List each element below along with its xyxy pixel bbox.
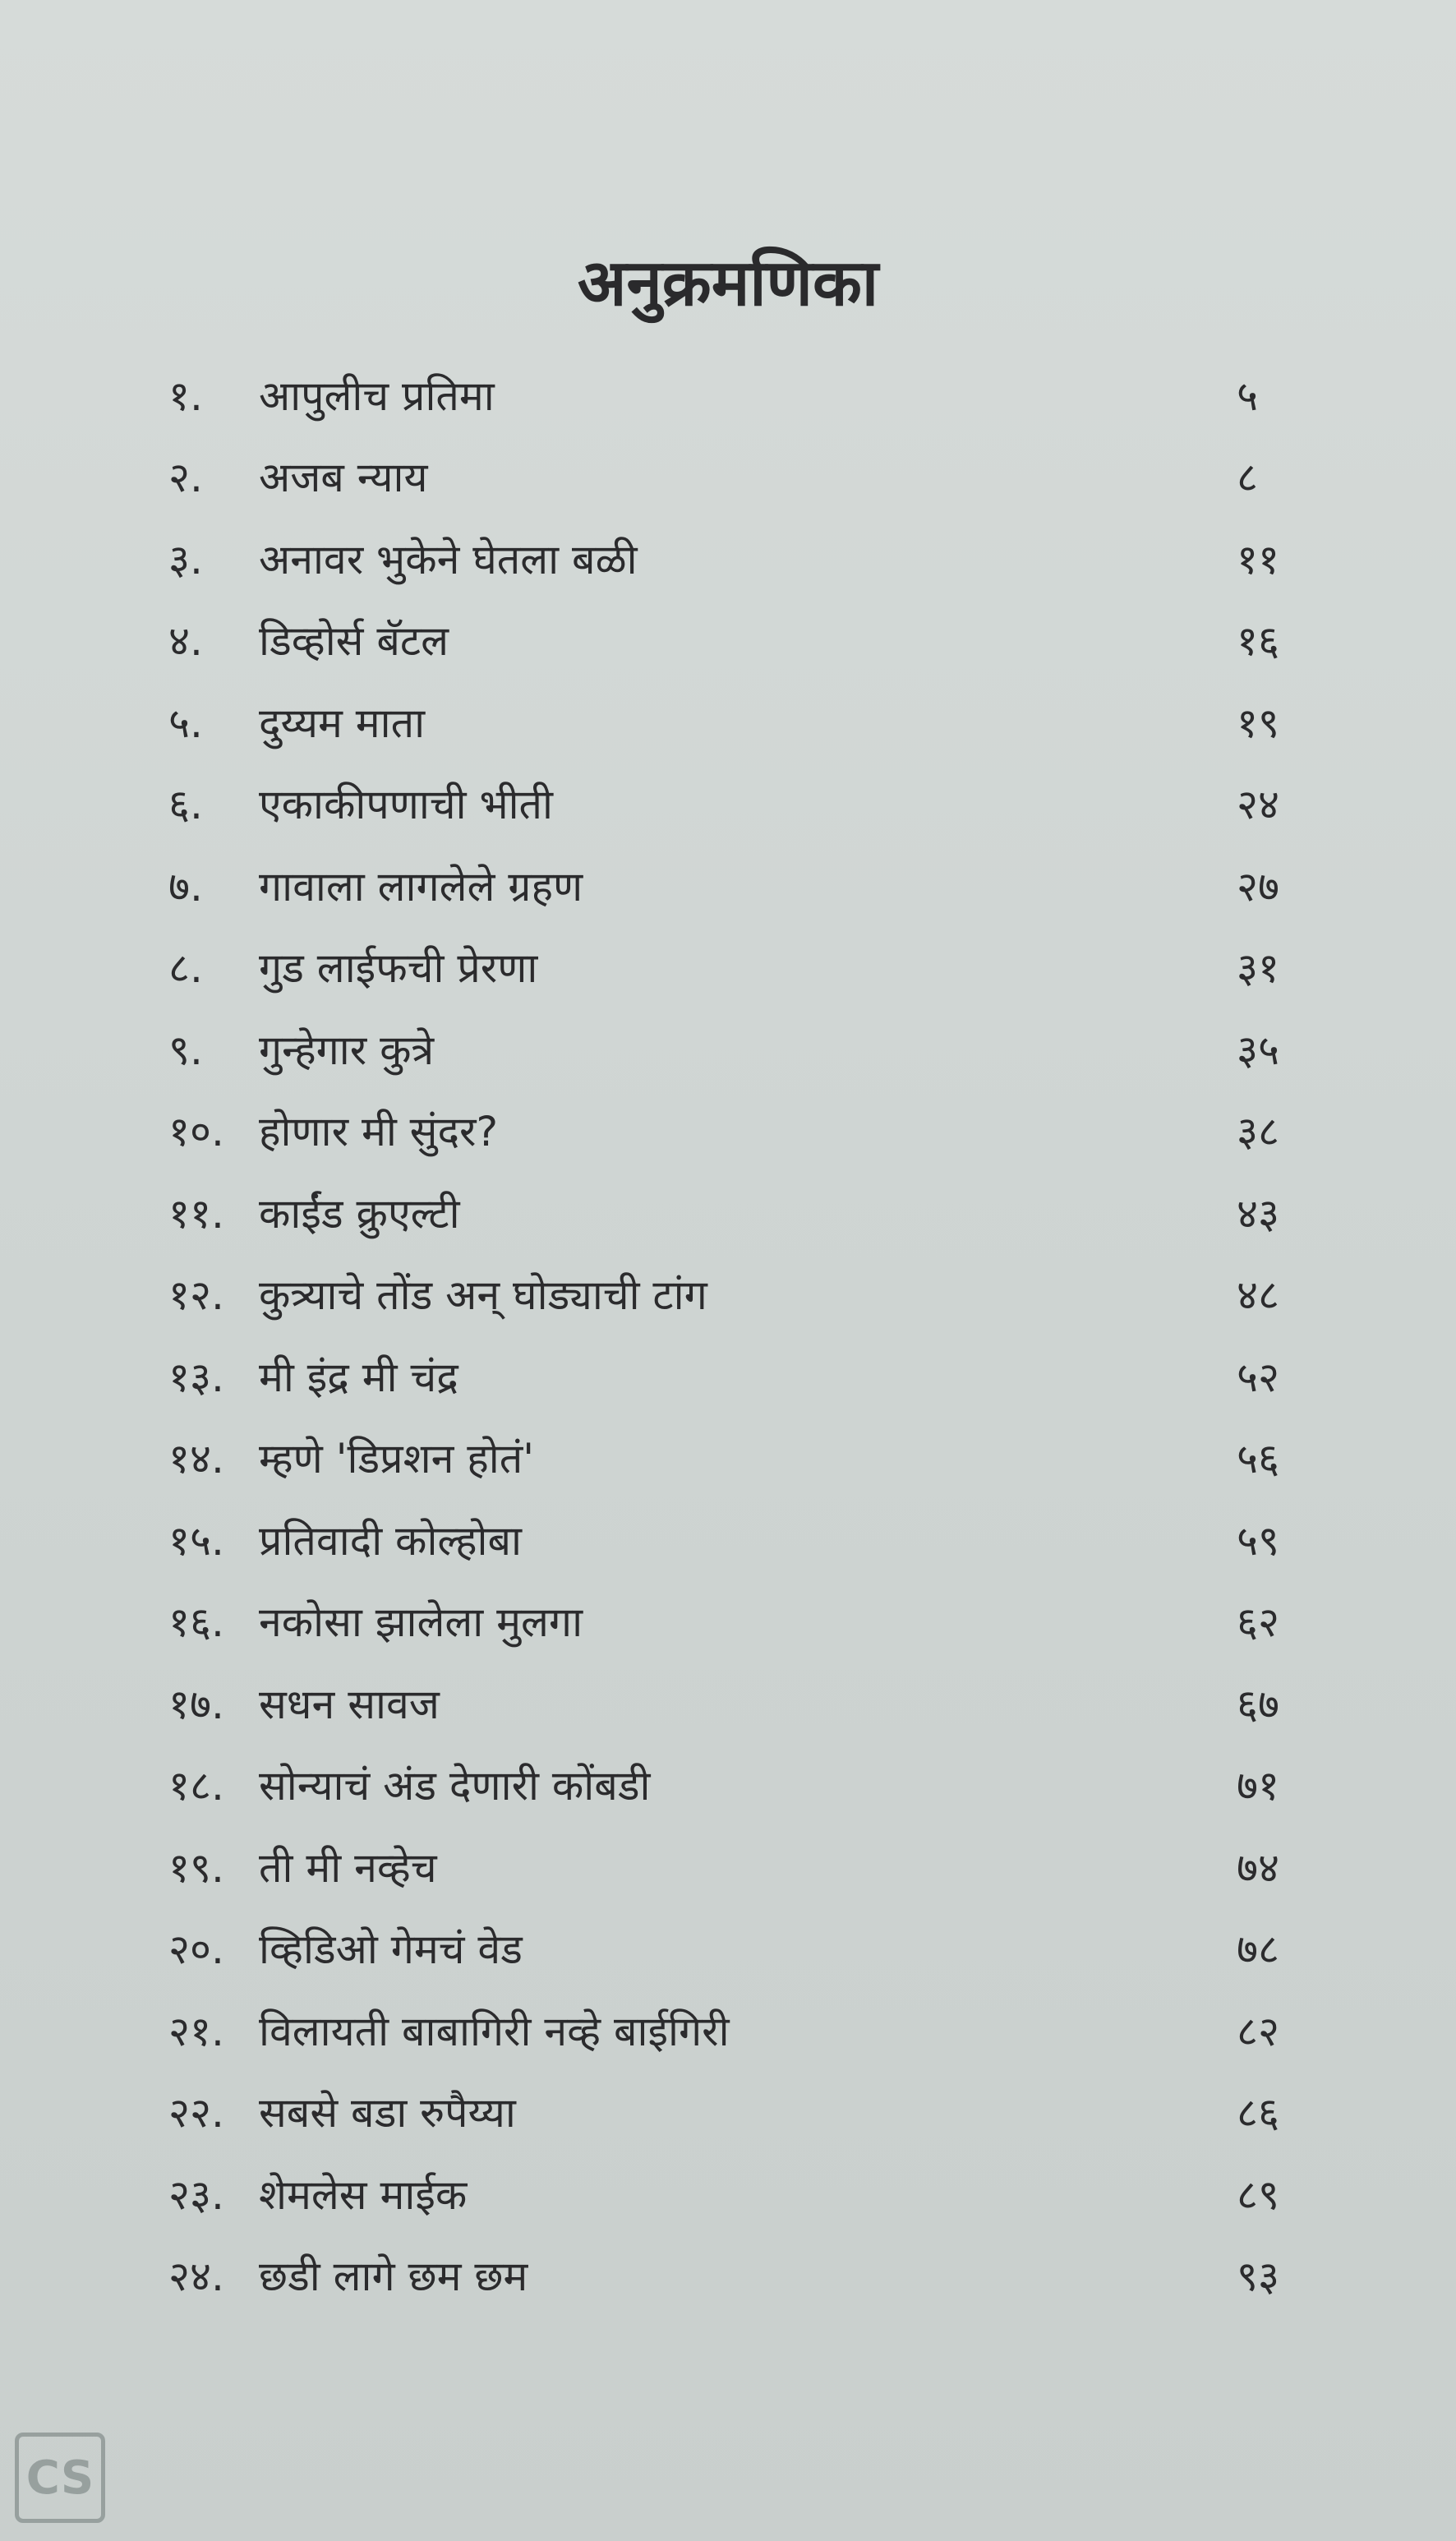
toc-entry-page-number: ६७ [1237, 1680, 1279, 1728]
toc-entry-title: कुत्र्याचे तोंड अन् घोड्याची टांग [259, 1271, 707, 1320]
toc-entry-page-number: ३५ [1237, 1026, 1279, 1074]
toc-entry-text [168, 694, 425, 749]
toc-entry-title: दुय्यम माता [259, 699, 426, 747]
toc-entry-page-number: ४८ [1237, 1271, 1279, 1320]
toc-entry-page-number: ८२ [1237, 2007, 1279, 2055]
toc-entry-number: २०. [168, 1925, 224, 1974]
toc-entry-title: एकाकीपणाची भीती [259, 781, 553, 829]
toc-entry-text [168, 1838, 437, 1894]
toc-entry [168, 517, 1335, 599]
toc-entry [168, 1417, 1335, 1499]
toc-entry-text [168, 1266, 707, 1321]
toc-entry-number: ४. [168, 617, 203, 666]
toc-entry [168, 1171, 1335, 1253]
toc-entry-text [168, 1593, 583, 1649]
toc-entry-text [168, 611, 449, 667]
toc-entry [168, 1989, 1335, 2071]
toc-entry-title: म्हणे 'डिप्रशन होतं' [259, 1435, 534, 1483]
toc-entry [168, 2071, 1335, 2153]
toc-entry-title: सबसे बडा रुपैय्या [259, 2089, 516, 2137]
page-title: अनुक्रमणिका [577, 247, 879, 321]
toc-entry-page-number: ८ [1237, 454, 1258, 502]
toc-entry-number: १५. [168, 1516, 224, 1565]
scanner-watermark [15, 2433, 105, 2523]
toc-entry-number: २३. [168, 2170, 224, 2219]
toc-entry-title: अनावर भुकेने घेतला बळी [259, 535, 638, 583]
toc-entry-text [168, 367, 495, 422]
toc-entry-title: छडी लागे छम छम [259, 2253, 528, 2301]
toc-entry-page-number: ५६ [1237, 1435, 1279, 1483]
toc-entry [168, 1662, 1335, 1744]
toc-entry [168, 680, 1335, 763]
toc-entry [168, 1008, 1335, 1090]
toc-entry-page-number: ७४ [1237, 1843, 1279, 1892]
toc-entry [168, 436, 1335, 518]
toc-entry-number: २१. [168, 2007, 224, 2055]
toc-entry-number: १२. [168, 1271, 224, 1320]
toc-entry-text [168, 1184, 460, 1240]
toc-entry [168, 844, 1335, 926]
toc-entry-number: १०. [168, 1108, 224, 1156]
toc-entry-number: ५. [168, 699, 203, 747]
toc-entry-title: मी इंद्र मी चंद्र [259, 1353, 458, 1401]
toc-entry-text [168, 1102, 498, 1158]
toc-entry-number: २२. [168, 2089, 224, 2137]
toc-entry-text [168, 2247, 528, 2303]
toc-entry-text [168, 2002, 730, 2058]
toc-entry-page-number: ९३ [1237, 2253, 1279, 2301]
toc-entry-text [168, 1348, 458, 1404]
toc-entry [168, 1498, 1335, 1580]
toc-entry-page-number: ५ [1237, 371, 1258, 420]
toc-entry-title: ती मी नव्हेच [259, 1843, 437, 1892]
toc-entry-number: ६. [168, 781, 203, 829]
toc-entry-title: होणार मी सुंदर? [259, 1108, 499, 1156]
toc-entry [168, 1744, 1335, 1826]
toc-entry-number: ३. [168, 535, 203, 583]
toc-entry-title: नकोसा झालेला मुलगा [259, 1598, 583, 1647]
toc-entry [168, 763, 1335, 845]
toc-entry [168, 1335, 1335, 1417]
toc-entry-number: ७. [168, 862, 203, 911]
toc-entry-page-number: ८९ [1237, 2170, 1279, 2219]
toc-entry-page-number: १९ [1237, 699, 1279, 747]
toc-entry [168, 1580, 1335, 1662]
toc-entry-title: प्रतिवादी कोल्होबा [259, 1516, 522, 1565]
toc-entry-page-number: ३१ [1237, 944, 1279, 993]
toc-entry [168, 1907, 1335, 1990]
toc-entry-number: १९. [168, 1843, 224, 1892]
toc-entry [168, 1090, 1335, 1172]
toc-entry-text [168, 938, 537, 994]
toc-entry-page-number: ८६ [1237, 2089, 1279, 2137]
toc-entry-page-number: ७१ [1237, 1762, 1279, 1810]
toc-entry [168, 1253, 1335, 1335]
toc-entry-text [168, 2165, 467, 2221]
toc-entry-title: अजब न्याय [259, 454, 428, 502]
toc-entry-page-number: ५२ [1237, 1353, 1279, 1401]
toc-entry-page-number: २४ [1237, 781, 1279, 829]
toc-entry-title: विलायती बाबागिरी नव्हे बाईगिरी [259, 2007, 730, 2055]
toc-entry-page-number: ३८ [1237, 1108, 1279, 1156]
toc-entry-number: १. [168, 371, 203, 420]
toc-entry-number: ११. [168, 1189, 224, 1238]
toc-entry-text [168, 1021, 434, 1077]
toc-entry-text [168, 775, 553, 831]
toc-entry-number: १७. [168, 1680, 224, 1728]
toc-entry-number: १८. [168, 1762, 224, 1810]
toc-entry-page-number: ७८ [1237, 1925, 1279, 1974]
toc-entry-title: आपुलीच प्रतिमा [259, 371, 495, 420]
toc-entry-number: १४. [168, 1435, 224, 1483]
toc-entry-text [168, 448, 427, 504]
toc-entry [168, 2234, 1335, 2317]
toc-entry-title: गुड लाईफची प्रेरणा [259, 944, 538, 993]
toc-entry-title: गुन्हेगार कुत्रे [259, 1026, 435, 1074]
toc-entry-number: ९. [168, 1026, 203, 1074]
toc-entry-title: काईंड क्रुएल्टी [259, 1189, 460, 1238]
toc-entry-text [168, 857, 583, 913]
toc-entry-title: शेमलेस माईक [259, 2170, 468, 2219]
toc-entry-text [168, 1756, 650, 1812]
toc-entry-text [168, 1675, 440, 1731]
toc-entry-number: १६. [168, 1598, 224, 1647]
toc-entry [168, 926, 1335, 1008]
toc-entry-text [168, 530, 638, 586]
toc-entry-number: १३. [168, 1353, 224, 1401]
toc-entry-text [168, 1920, 523, 1976]
toc-entry [168, 2152, 1335, 2234]
toc-entry-page-number: १६ [1237, 617, 1279, 666]
toc-entry-page-number: ६२ [1237, 1598, 1279, 1647]
toc-entry-number: ८. [168, 944, 203, 993]
toc-entry [168, 353, 1335, 436]
toc-entry-page-number: ११ [1237, 535, 1279, 583]
toc-entry-title: सोन्याचं अंड देणारी कोंबडी [259, 1762, 651, 1810]
toc-entry-title: सधन सावज [259, 1680, 440, 1728]
table-of-contents [168, 353, 1335, 2316]
toc-entry-text [168, 1511, 522, 1567]
toc-entry-title: व्हिडिओ गेमचं वेड [259, 1925, 523, 1974]
toc-entry-title: गावाला लागलेले ग्रहण [259, 862, 583, 911]
toc-entry-page-number: ५९ [1237, 1516, 1279, 1565]
toc-entry-text [168, 1429, 534, 1485]
toc-entry-number: २४. [168, 2253, 224, 2301]
toc-entry-number: २. [168, 454, 203, 502]
toc-entry-text [168, 2083, 516, 2139]
camscanner-logo-icon: CS [15, 2433, 105, 2523]
toc-entry [168, 1825, 1335, 1907]
toc-entry-title: डिव्होर्स बॅटल [259, 617, 449, 666]
toc-entry [168, 599, 1335, 681]
toc-entry-page-number: २७ [1237, 862, 1279, 911]
toc-entry-page-number: ४३ [1237, 1189, 1279, 1238]
